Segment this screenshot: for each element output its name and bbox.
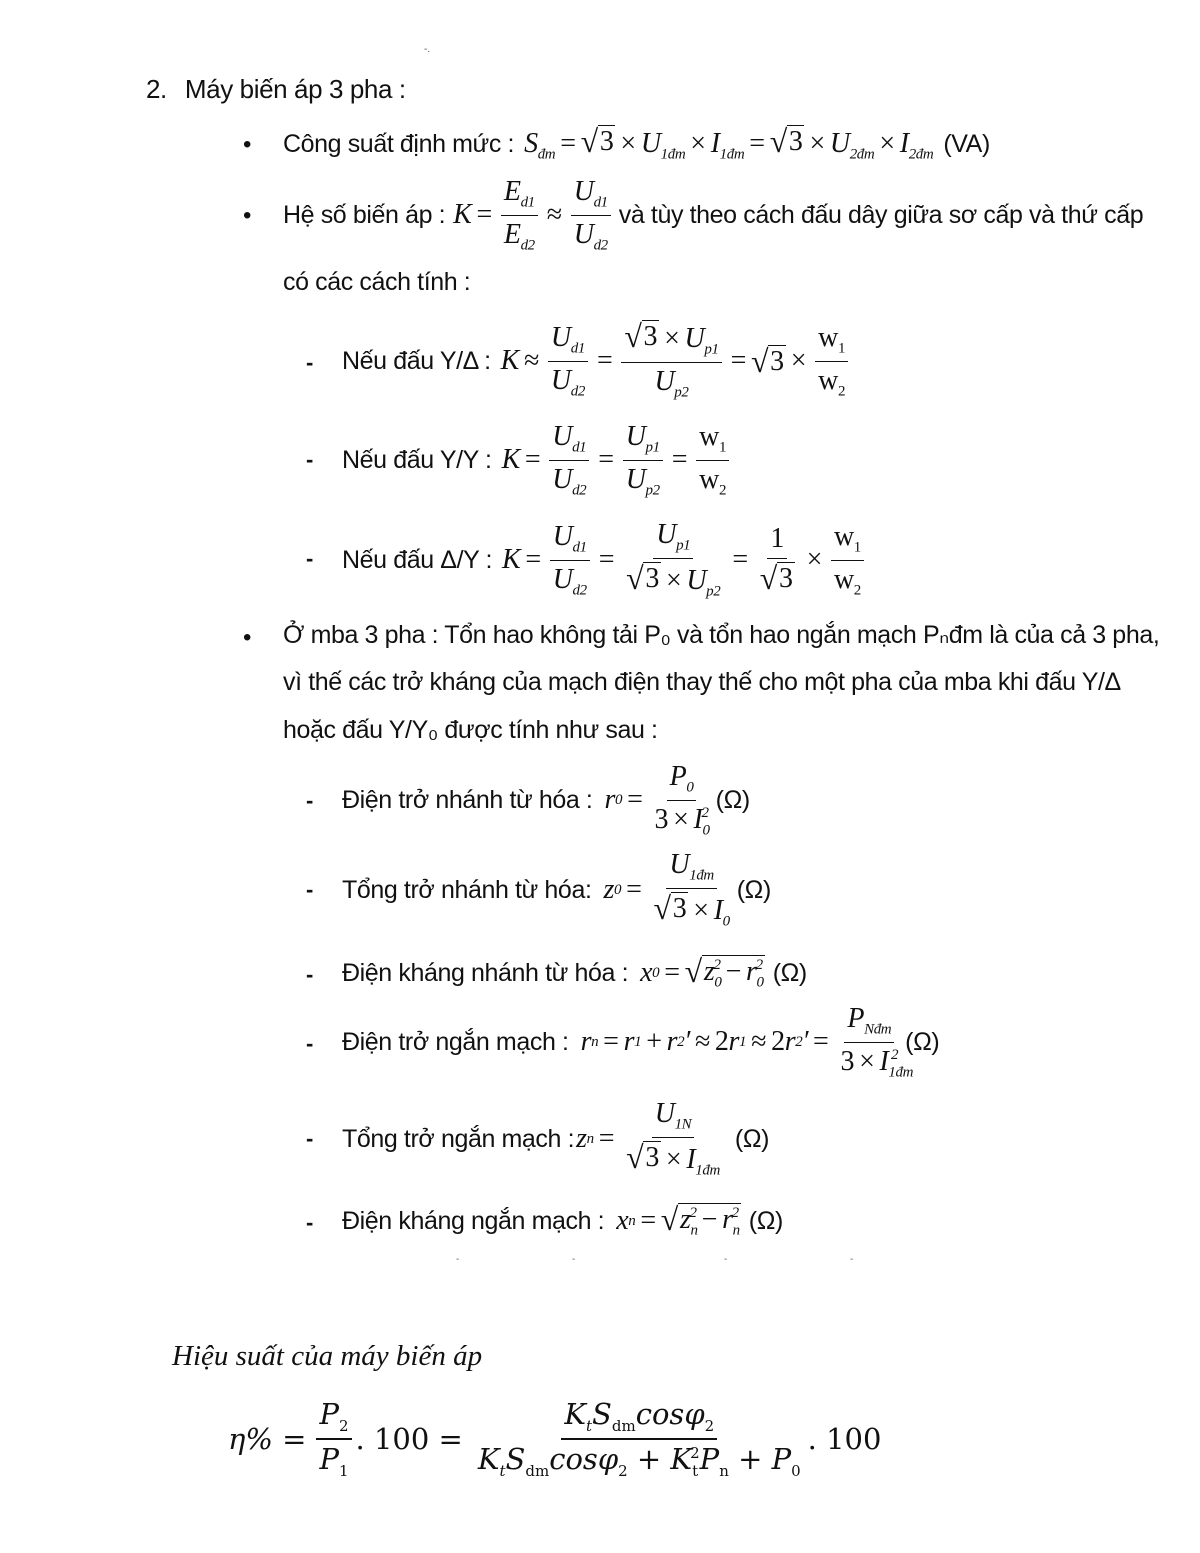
dash-icon: -	[306, 447, 314, 472]
efficiency-title: Hiệu suất của máy biến áp	[172, 1340, 483, 1372]
dash-icon: -	[306, 788, 314, 813]
ratio-formula: K = $\frac{E_{d1}}{E_{d2}}$ ≈ $\frac{U_{d1}}{U_{d2}}$	[453, 176, 615, 255]
ratio-line	[283, 172, 1143, 258]
dash-icon: -	[306, 962, 314, 987]
case-yy-label: Nếu đấu Y/Y :	[342, 445, 492, 474]
x0-label: Điện kháng nhánh từ hóa :	[342, 958, 629, 987]
scan-mark: -	[456, 1254, 460, 1265]
eta-symbol: η% =	[228, 1422, 307, 1456]
ohm-unit: (Ω)	[905, 1027, 940, 1056]
z0-label: Tổng trở nhánh từ hóa:	[342, 875, 592, 904]
ohm-unit: (Ω)	[736, 875, 771, 904]
ratio-tail: và tùy theo cách đấu dây giữa sơ cấp và thứ cấp	[618, 200, 1144, 229]
zn-line	[342, 1094, 769, 1184]
case-yd-line	[342, 312, 852, 410]
x0-line	[342, 946, 807, 1000]
ratio-label: Hệ số biến áp :	[283, 200, 446, 229]
dash-icon: -	[306, 1210, 314, 1235]
section-number: 2.	[146, 74, 167, 104]
section-title: Máy biến áp 3 pha :	[184, 74, 406, 104]
dash-icon: -	[306, 1031, 314, 1056]
loss-line-1: Ở mba 3 pha : Tổn hao không tải P₀ và tổn hao ngắn mạch Pₙđm là của cả 3 pha,	[283, 621, 1160, 649]
xn-line	[342, 1194, 783, 1248]
scan-mark: -.	[424, 44, 431, 55]
rated-power-line	[283, 122, 990, 166]
rn-formula: r n = r 1 + r 2 ′ ≈ 2 r 1 ≈ 2 r 2 ′ = $\frac{P_{Nđm}}{3 \times I_{1đm}^2}$	[580, 1002, 914, 1081]
dash-icon: -	[306, 877, 314, 902]
ohm-unit: (Ω)	[772, 958, 807, 987]
r0-formula: r 0 = $\frac{P_0}{3 \times I_0^2}$	[604, 760, 710, 839]
times-100: . 100 =	[355, 1422, 463, 1456]
r0-label: Điện trở nhánh từ hóa :	[342, 785, 593, 814]
rated-power-unit: (VA)	[943, 129, 990, 158]
case-yy-line	[342, 414, 733, 506]
case-dy-line	[342, 512, 868, 608]
case-yd-formula: K ≈ $\frac{U_{d1}}{U_{d2}}$ = √ 3 × $U_{p1}$ $U_{p2}$ = √ 3 × $\frac{w_1}{w_2}$	[501, 320, 852, 402]
zn-formula: z n = $U_{1N}$ √ 3 × $I_{1đm}$	[576, 1098, 720, 1179]
r0-line	[342, 756, 750, 844]
loss-line-3: hoặc đấu Y/Y₀ được tính như sau :	[283, 716, 658, 744]
scan-mark: -	[724, 1254, 728, 1265]
efficiency-fraction: $\frac{K_tS_{dm}\cos\varphi_2}{K_tS_{dm}\cos\varphi_2 + K_t^2P_n + P_0}$	[477, 1396, 801, 1480]
ratio-tail-2: có các cách tính :	[283, 268, 471, 296]
efficiency-formula	[228, 1394, 881, 1484]
z0-line	[342, 846, 771, 934]
bullet-icon: •	[243, 624, 252, 651]
scan-mark: -	[850, 1254, 854, 1265]
times-100-end: . 100	[807, 1422, 882, 1456]
xn-formula: x n = √ $z_n^2 - r_n^2$	[616, 1200, 740, 1239]
case-yy-formula: K = $\frac{U_{d1}}{U_{d2}}$ = $\frac{U_{p1}}{U_{p2}}$ = $\frac{w_1}{w_2}$	[502, 421, 734, 500]
case-dy-label: Nếu đấu Δ/Y :	[342, 545, 493, 574]
rated-power-label: Công suất định mức :	[283, 129, 515, 158]
rn-line	[342, 998, 939, 1086]
x0-formula: x 0 = √ $z_0^2 - r_0^2$	[640, 952, 764, 991]
case-dy-formula: K = $\frac{U_{d1}}{U_{d2}}$ = $U_{p1}$ √ 3 × $U_{p2}$ = 1 √ 3 × $\frac{w_1}{w_2}$	[502, 519, 868, 601]
ohm-unit: (Ω)	[715, 785, 750, 814]
loss-line-2: vì thế các trở kháng của mạch điện thay thế cho một pha của mba khi đấu Y/Δ	[283, 668, 1121, 696]
rn-label: Điện trở ngắn mạch :	[342, 1027, 569, 1056]
p2-over-p1: $\frac{P_2}{P_1}$	[316, 1398, 351, 1480]
case-yd-label: Nếu đấu Y/Δ :	[342, 346, 491, 375]
bullet-icon: •	[243, 202, 252, 229]
dash-icon: -	[306, 546, 314, 571]
rated-power-formula: $S_{đm}$ = √ 3 × $U_{1đm} \times I_{1đm}$ = √ 3 × $U_{2đm} \times I_{2đm}$	[524, 122, 934, 163]
bullet-icon: •	[243, 131, 252, 158]
zn-label: Tổng trở ngắn mạch :	[342, 1124, 575, 1153]
section-heading	[146, 74, 406, 105]
dash-icon: -	[306, 1126, 314, 1151]
ohm-unit: (Ω)	[734, 1124, 770, 1153]
xn-label: Điện kháng ngắn mạch :	[342, 1206, 605, 1235]
scan-mark: -	[572, 1254, 576, 1265]
z0-formula: z 0 = $U_{1đm}$ √ 3 × $I_0$	[603, 849, 730, 930]
ohm-unit: (Ω)	[748, 1206, 783, 1235]
dash-icon: -	[306, 350, 314, 375]
